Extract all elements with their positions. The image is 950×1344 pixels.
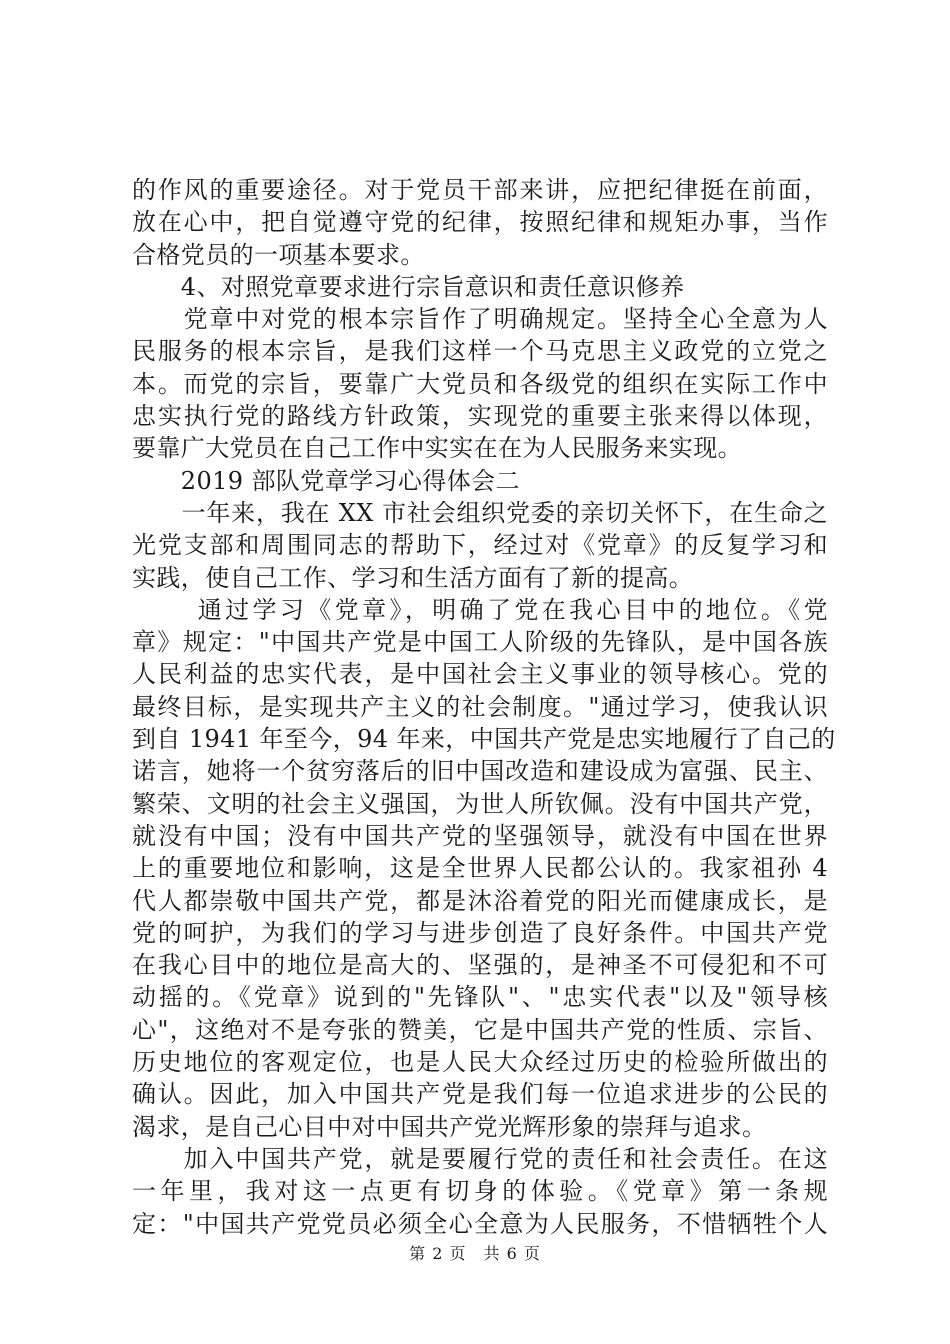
text-line: 民服务的根本宗旨，是我们这样一个马克思主义政党的立党之: [132, 337, 828, 366]
text-line: 党章中对党的根本宗旨作了明确规定。坚持全心全意为人: [132, 305, 828, 334]
text-line: 定："中国共产党党员必须全心全意为人民服务，不惜牺牲个人: [132, 1209, 828, 1238]
text-line: 章》规定："中国共产党是中国工人阶级的先锋队，是中国各族: [132, 628, 828, 657]
text-line: 一年里，我对这一点更有切身的体验。《党章》第一条规: [132, 1177, 828, 1206]
text-line: 的作风的重要途径。对于党员干部来讲，应把纪律挺在前面，: [132, 176, 828, 204]
text-line: 加入中国共产党，就是要履行党的责任和社会责任。在这: [132, 1144, 828, 1173]
text-line: 渴求，是自己心目中对中国共产党光辉形象的崇拜与追求。: [132, 1112, 767, 1141]
text-line: 心"，这绝对不是夸张的赞美，它是中国共产党的性质、宗旨、: [132, 1015, 828, 1044]
page-number-footer: 第 2 页 共 6 页: [409, 1244, 541, 1263]
text-line: 通过学习《党章》，明确了党在我心目中的地位。《党: [132, 595, 828, 624]
text-line: 代人都崇敬中国共产党，都是沐浴着党的阳光而健康成长，是: [132, 886, 828, 915]
text-line: 人民利益的忠实代表，是中国社会主义事业的领导核心。党的: [132, 660, 828, 689]
text-line: 在我心目中的地位是高大的、坚强的，是神圣不可侵犯和不可: [132, 951, 828, 980]
text-line: 光党支部和周围同志的帮助下，经过对《党章》的反复学习和: [132, 531, 828, 560]
text-line: 放在心中，把自觉遵守党的纪律，按照纪律和规矩办事，当作: [132, 208, 828, 237]
document-body: [132, 174, 836, 1240]
section-heading: 4、对照党章要求进行宗旨意识和责任意识修养: [132, 272, 685, 301]
section-heading: 2019 部队党章学习心得体会二: [132, 466, 520, 495]
text-line: 最终目标，是实现共产主义的社会制度。"通过学习，使我认识: [132, 692, 828, 721]
text-line: 动摇的。《党章》说到的"先锋队"、"忠实代表"以及"领导核: [132, 983, 828, 1012]
text-line: 上的重要地位和影响，这是全世界人民都公认的。我家祖孙 4: [132, 854, 828, 883]
text-line: 实践，使自己工作、学习和生活方面有了新的提高。: [132, 563, 694, 592]
text-line: 忠实执行党的路线方针政策，实现党的重要主张来得以体现，: [132, 402, 828, 431]
text-line: 就没有中国；没有中国共产党的坚强领导，就没有中国在世界: [132, 821, 828, 850]
text-line: 诺言，她将一个贫穷落后的旧中国改造和建设成为富强、民主、: [132, 757, 828, 786]
text-line: 确认。因此，加入中国共产党是我们每一位追求进步的公民的: [132, 1080, 828, 1109]
text-line: 要靠广大党员在自己工作中实实在在为人民服务来实现。: [132, 434, 742, 463]
text-line: 本。而党的宗旨，要靠广大党员和各级党的组织在实际工作中: [132, 369, 828, 398]
text-line: 合格党员的一项基本要求。: [132, 240, 425, 269]
text-line: 历史地位的客观定位，也是人民大众经过历史的检验所做出的: [132, 1048, 828, 1077]
text-line: 一年来，我在 XX 市社会组织党委的亲切关怀下，在生命之: [132, 498, 828, 527]
text-line: 到自 1941 年至今，94 年来，中国共产党是忠实地履行了自己的: [132, 725, 836, 754]
text-line: 党的呵护，为我们的学习与进步创造了良好条件。中国共产党: [132, 918, 828, 947]
text-line: 繁荣、文明的社会主义强国，为世人所钦佩。没有中国共产党，: [132, 789, 828, 818]
